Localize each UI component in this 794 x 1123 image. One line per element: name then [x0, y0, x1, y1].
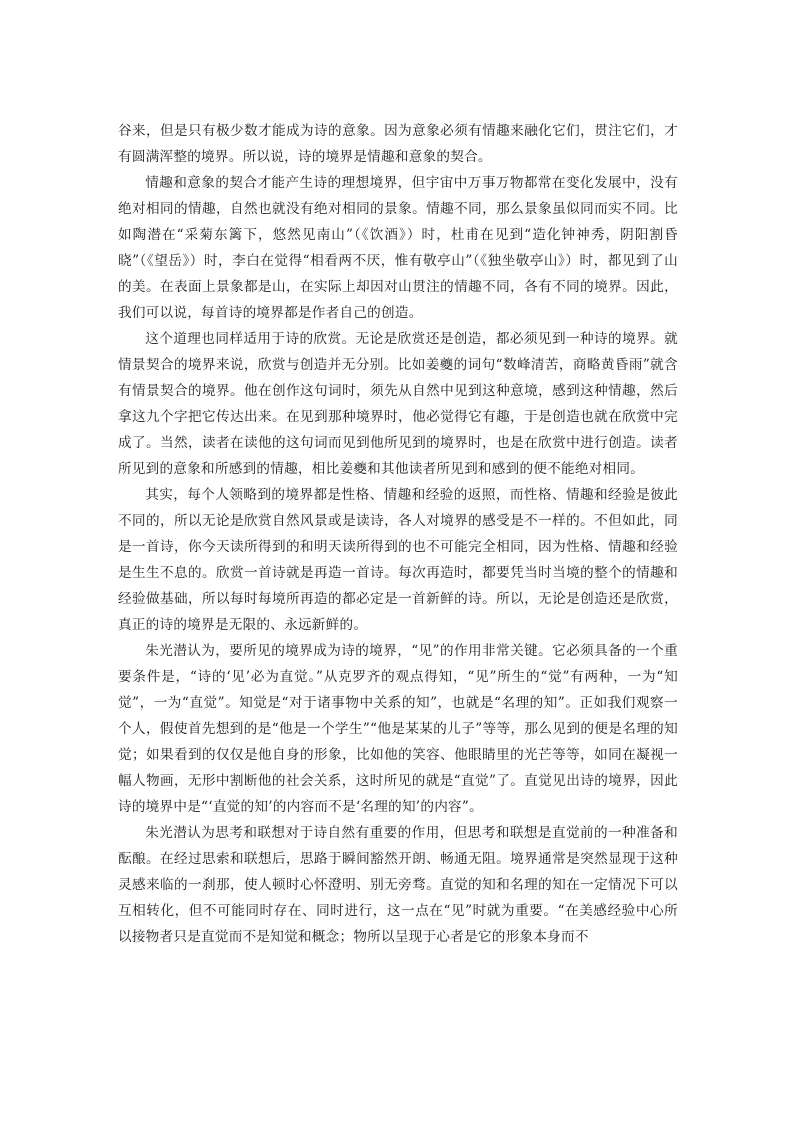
paragraph: 朱光潜认为思考和联想对于诗自然有重要的作用，但思考和联想是直觉前的一种准备和酝酿。在经过思索和联想后，思路于瞬间豁然开朗、畅通无阻。境界通常是突然显现于这种灵感来临的一刹那，使人顿时心怀澄明、别无旁骛。直觉的知和名理的知在一定情况下可以互相转化，但不可能同时存在、同时进行，这一点在“见”时就为重要。“在美感经验中心所以接物者只是直觉而不是知觉和概念；物所以呈现于心者是它的形象本身而不	[118, 825, 678, 945]
paragraph: 朱光潜认为，要所见的境界成为诗的境界，“见”的作用非常关键。它必须具备的一个重要条件是，“诗的‘见’必为直觉。”从克罗齐的观点得知，“见”所生的“觉”有两种，一为“知觉”，一为“直觉”。知觉是“对于诸事物中关系的知”，也就是“名理的知”。正如我们观察一个人，假使首先想到的是“他是一个学生”“他是某某的儿子”等等，那么见到的便是名理的知觉；如果看到的仅仅是他自身的形象，比如他的笑容、他眼睛里的光芒等等，如同在凝视一幅人物画，无形中割断他的社会关系，这时所见的就是“直觉”了。直觉见出诗的境界，因此诗的境界中是“‘直觉的知’的内容而不是‘名理的知’的内容”。	[118, 643, 678, 815]
paragraph: 情趣和意象的契合才能产生诗的理想境界，但宇宙中万事万物都常在变化发展中，没有绝对相同的情趣，自然也就没有绝对相同的景象。情趣不同，那么景象虽似同而实不同。比如陶潜在“采菊东篱下，悠然见南山”（《饮酒》）时，杜甫在见到“造化钟神秀，阴阳割昏晓”（《望岳》）时，李白在觉得“相看两不厌，惟有敬亭山”（《独坐敬亭山》）时，都见到了山的美。在表面上景象都是山，在实际上却因对山贯注的情趣不同，各有不同的境界。因此，我们可以说，每首诗的境界都是作者自己的创造。	[118, 175, 678, 321]
paragraph-continued: 谷来，但是只有极少数才能成为诗的意象。因为意象必须有情趣来融化它们，贯注它们，才有圆满浑整的境界。所以说，诗的境界是情趣和意象的契合。	[118, 123, 678, 165]
paragraph: 其实，每个人领略到的境界都是性格、情趣和经验的返照，而性格、情趣和经验是彼此不同的，所以无论是欣赏自然风景或是读诗，各人对境界的感受是不一样的。不但如此，同是一首诗，你今天读所得到的和明天读所得到的也不可能完全相同，因为性格、情趣和经验是生生不息的。欣赏一首诗就是再造一首诗。每次再造时，都要凭当时当境的整个的情趣和经验做基础，所以每时每境所再造的都必定是一首新鲜的诗。所以，无论是创造还是欣赏，真正的诗的境界是无限的、永远新鲜的。	[118, 487, 678, 633]
paragraph: 这个道理也同样适用于诗的欣赏。无论是欣赏还是创造，都必须见到一种诗的境界。就情景契合的境界来说，欣赏与创造并无分别。比如姜夔的词句“数峰清苦，商略黄昏雨”就含有情景契合的境界。他在创作这句词时，须先从自然中见到这种意境，感到这种情趣，然后拿这九个字把它传达出来。在见到那种境界时，他必觉得它有趣，于是创造也就在欣赏中完成了。当然，读者在读他的这句词而见到他所见到的境界时，也是在欣赏中进行创造。读者所见到的意象和所感到的情趣，相比姜夔和其他读者所见到和感到的便不能绝对相同。	[118, 331, 678, 477]
document-page	[118, 118, 678, 950]
